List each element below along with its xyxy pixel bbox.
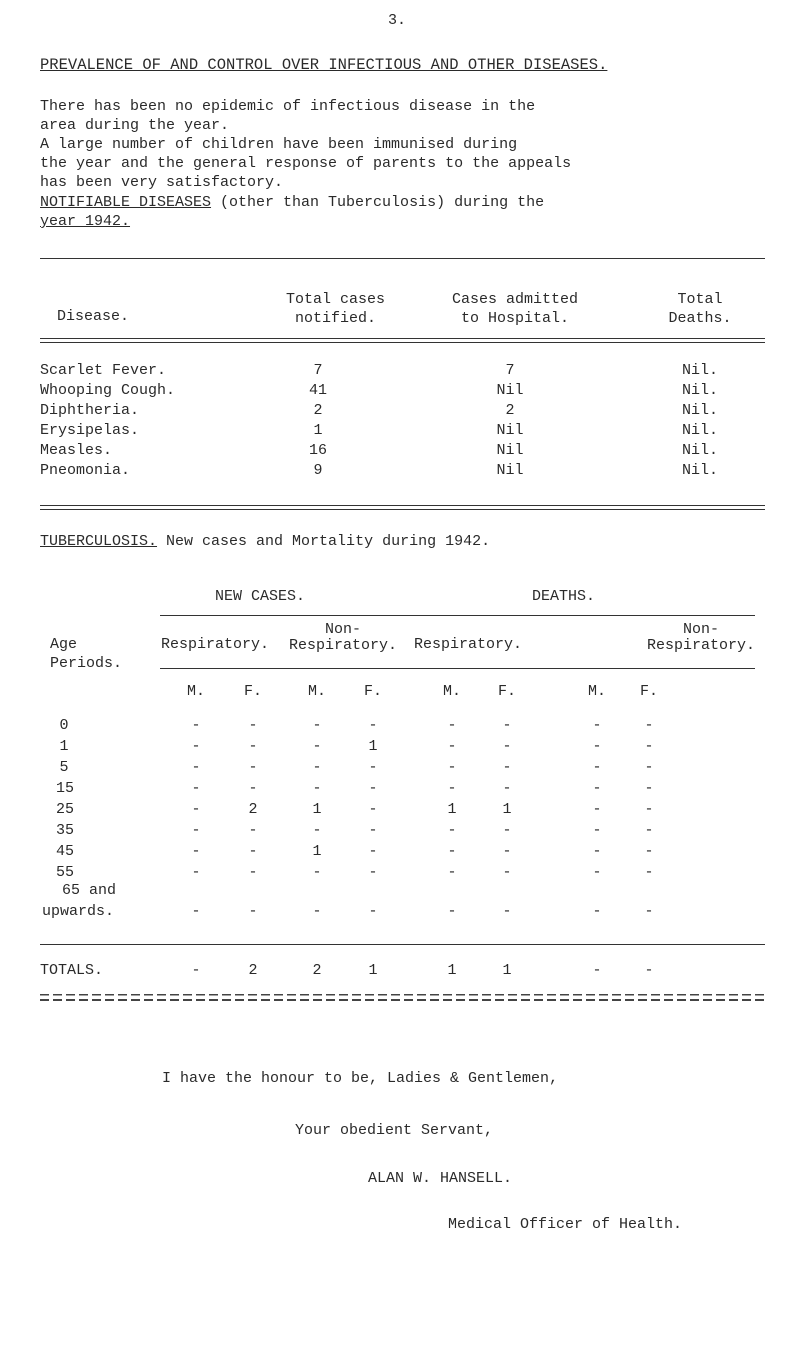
notifiable-year: year 1942. xyxy=(40,213,131,230)
tb-sex-label: F. xyxy=(243,683,262,700)
page-heading: PREVALENCE OF AND CONTROL OVER INFECTIOUS AND OTHER DISEASES. xyxy=(40,56,608,74)
tb-cell: - xyxy=(312,780,322,797)
tb-cell: - xyxy=(447,738,457,755)
tb-cell: - xyxy=(368,843,378,860)
tb-cell: - xyxy=(248,759,258,776)
tb-cell: - xyxy=(592,843,602,860)
tb-heading: TUBERCULOSIS. New cases and Mortality during 1942. xyxy=(40,533,491,550)
tb-cell: - xyxy=(644,822,654,839)
tb-cell: 1 xyxy=(447,801,457,818)
tb-cell: - xyxy=(447,843,457,860)
tb-age-period: 25 xyxy=(56,801,75,818)
tb-cell: - xyxy=(502,780,512,797)
deaths-cell: Nil. xyxy=(681,362,718,379)
notified-count-cell: 2 xyxy=(313,402,323,419)
tb-cell: - xyxy=(502,864,512,881)
tb-age-period: 1 xyxy=(59,738,69,755)
deaths-cell: Nil. xyxy=(681,382,718,399)
tb-cell: - xyxy=(592,822,602,839)
deaths-cell: Nil. xyxy=(681,442,718,459)
tb-cell: - xyxy=(644,780,654,797)
tb-total-cell: 2 xyxy=(248,962,258,979)
intro-line: There has been no epidemic of infectious disease in the xyxy=(40,98,536,115)
tb-total-cell: - xyxy=(592,962,602,979)
tb-cell: - xyxy=(248,738,258,755)
tb-age-period: 5 xyxy=(59,759,69,776)
tb-cell: - xyxy=(592,864,602,881)
notifiable-title: NOTIFIABLE DISEASES xyxy=(40,194,212,211)
disease-name-cell: Erysipelas. xyxy=(40,422,140,439)
tb-cell: - xyxy=(368,780,378,797)
tb-sex-label: F. xyxy=(497,683,516,700)
tb-cell: 2 xyxy=(248,801,258,818)
notified-count-cell: 41 xyxy=(308,382,327,399)
tb-cell: 1 xyxy=(312,801,322,818)
tb-cell: - xyxy=(191,717,201,734)
tb-cell: - xyxy=(592,801,602,818)
tb-group-new-cases: NEW CASES. xyxy=(215,588,306,605)
intro-paragraph xyxy=(40,97,571,192)
tb-sex-label: M. xyxy=(307,683,326,700)
intro-line: has been very satisfactory. xyxy=(40,174,284,191)
tb-cell: 1 xyxy=(312,843,322,860)
tb-totals-label: TOTALS. xyxy=(40,962,104,979)
page-number: 3. xyxy=(388,12,407,29)
col-header-hospital: Cases admitted to Hospital. xyxy=(451,291,579,327)
hospital-count-cell: Nil xyxy=(496,382,524,399)
tb-cell: - xyxy=(368,822,378,839)
tb-subheader-rule xyxy=(160,668,755,669)
tb-cell: - xyxy=(502,822,512,839)
tb-cell: - xyxy=(644,759,654,776)
notified-count-cell: 9 xyxy=(313,462,323,479)
tb-sex-label: M. xyxy=(587,683,606,700)
tb-header-resp: Respiratory. xyxy=(161,636,270,653)
tb-age-period: 0 xyxy=(59,717,69,734)
signatory-title: Medical Officer of Health. xyxy=(448,1216,683,1233)
tb-header-nonresp: Non- Respiratory. xyxy=(288,621,398,654)
tb-age-period: upwards. xyxy=(42,903,115,920)
tb-cell: - xyxy=(191,903,201,920)
tb-cell: - xyxy=(644,801,654,818)
tb-cell: - xyxy=(312,738,322,755)
tb-cell: - xyxy=(312,717,322,734)
tb-header-nonresp-deaths: Non- Respiratory. xyxy=(646,621,756,654)
col-header-deaths: Total Deaths. xyxy=(668,291,732,327)
deaths-cell: Nil. xyxy=(681,422,718,439)
disease-name-cell: Whooping Cough. xyxy=(40,382,176,399)
tb-cell: - xyxy=(644,903,654,920)
tb-cell: - xyxy=(248,822,258,839)
tb-cell: - xyxy=(447,864,457,881)
tb-total-cell: - xyxy=(191,962,201,979)
tb-age-period: 45 xyxy=(56,843,75,860)
tb-cell: - xyxy=(447,759,457,776)
deaths-cell: Nil. xyxy=(681,402,718,419)
deaths-cell: Nil. xyxy=(681,462,718,479)
tb-cell: - xyxy=(191,843,201,860)
disease-name-cell: Diphtheria. xyxy=(40,402,140,419)
tb-cell: - xyxy=(592,903,602,920)
tb-cell: - xyxy=(592,738,602,755)
tb-age-period: 35 xyxy=(56,822,75,839)
tb-sex-label: F. xyxy=(639,683,658,700)
hospital-count-cell: 7 xyxy=(505,362,515,379)
tb-cell: - xyxy=(644,738,654,755)
tb-cell: - xyxy=(248,843,258,860)
tb-cell: - xyxy=(644,717,654,734)
table-bottom-double-rule xyxy=(40,505,765,510)
tb-cell: - xyxy=(592,759,602,776)
col-header-notified: Total cases notified. xyxy=(285,291,386,327)
tb-cell: - xyxy=(592,780,602,797)
tb-cell: - xyxy=(191,780,201,797)
tb-cell: - xyxy=(248,780,258,797)
disease-name-cell: Pneomonia. xyxy=(40,462,131,479)
tb-cell: - xyxy=(502,843,512,860)
tb-cell: - xyxy=(502,903,512,920)
tb-cell: - xyxy=(191,759,201,776)
tb-cell: - xyxy=(312,903,322,920)
tb-cell: - xyxy=(592,717,602,734)
tb-age-period: 15 xyxy=(56,780,75,797)
tb-sex-label: F. xyxy=(363,683,382,700)
tb-cell: - xyxy=(447,780,457,797)
tb-totals-rule xyxy=(40,944,765,945)
notifiable-title-rest: (other than Tuberculosis) during the xyxy=(211,194,545,211)
hospital-count-cell: Nil xyxy=(496,462,524,479)
disease-name-cell: Measles. xyxy=(40,442,113,459)
signatory-name: ALAN W. HANSELL. xyxy=(368,1170,513,1187)
disease-name-cell: Scarlet Fever. xyxy=(40,362,167,379)
tb-cell: 1 xyxy=(502,801,512,818)
tb-age-header: Age Periods. xyxy=(50,636,123,672)
tb-cell: - xyxy=(447,903,457,920)
tb-cell: - xyxy=(368,864,378,881)
tb-total-cell: 2 xyxy=(312,962,322,979)
tb-sex-label: M. xyxy=(442,683,461,700)
tb-age-period: 55 xyxy=(56,864,75,881)
tb-cell: - xyxy=(502,717,512,734)
tb-cell: - xyxy=(368,759,378,776)
tb-cell: - xyxy=(447,717,457,734)
closing-line: I have the honour to be, Ladies & Gentlemen, xyxy=(162,1070,559,1087)
intro-line: the year and the general response of parents to the appeals xyxy=(40,155,572,172)
totals-double-dash-rule xyxy=(40,994,765,1001)
tb-total-cell: 1 xyxy=(502,962,512,979)
notified-count-cell: 7 xyxy=(313,362,323,379)
tb-total-cell: 1 xyxy=(447,962,457,979)
notified-count-cell: 16 xyxy=(308,442,327,459)
tb-cell: - xyxy=(644,843,654,860)
hospital-count-cell: Nil xyxy=(496,442,524,459)
col-header-disease: Disease. xyxy=(57,308,130,325)
closing-servant: Your obedient Servant, xyxy=(295,1122,494,1139)
tb-header-resp-deaths: Respiratory. xyxy=(414,636,523,653)
hospital-count-cell: Nil xyxy=(496,422,524,439)
tb-cell: - xyxy=(502,759,512,776)
tb-group-rule xyxy=(160,615,755,616)
notifiable-heading xyxy=(40,193,544,231)
tb-cell: - xyxy=(368,903,378,920)
tb-cell: - xyxy=(312,822,322,839)
tb-cell: - xyxy=(248,903,258,920)
tb-sex-label: M. xyxy=(186,683,205,700)
notified-count-cell: 1 xyxy=(313,422,323,439)
tb-group-deaths: DEATHS. xyxy=(532,588,596,605)
tb-cell: 1 xyxy=(368,738,378,755)
header-double-rule xyxy=(40,338,765,343)
intro-line: A large number of children have been immunised during xyxy=(40,136,518,153)
table-top-rule xyxy=(40,258,765,259)
tb-cell: - xyxy=(248,864,258,881)
tb-cell: - xyxy=(644,864,654,881)
tb-cell: - xyxy=(312,864,322,881)
tb-cell: - xyxy=(502,738,512,755)
tb-cell: - xyxy=(191,864,201,881)
tb-cell: - xyxy=(191,738,201,755)
tb-cell: - xyxy=(447,822,457,839)
tb-total-cell: - xyxy=(644,962,654,979)
intro-line: area during the year. xyxy=(40,117,230,134)
tb-total-cell: 1 xyxy=(368,962,378,979)
tb-cell: - xyxy=(191,822,201,839)
tb-cell: - xyxy=(368,801,378,818)
tb-cell: - xyxy=(312,759,322,776)
hospital-count-cell: 2 xyxy=(505,402,515,419)
tb-cell: - xyxy=(248,717,258,734)
tb-cell: - xyxy=(368,717,378,734)
tb-cell: - xyxy=(191,801,201,818)
tb-age-period: 65 and xyxy=(62,882,117,899)
